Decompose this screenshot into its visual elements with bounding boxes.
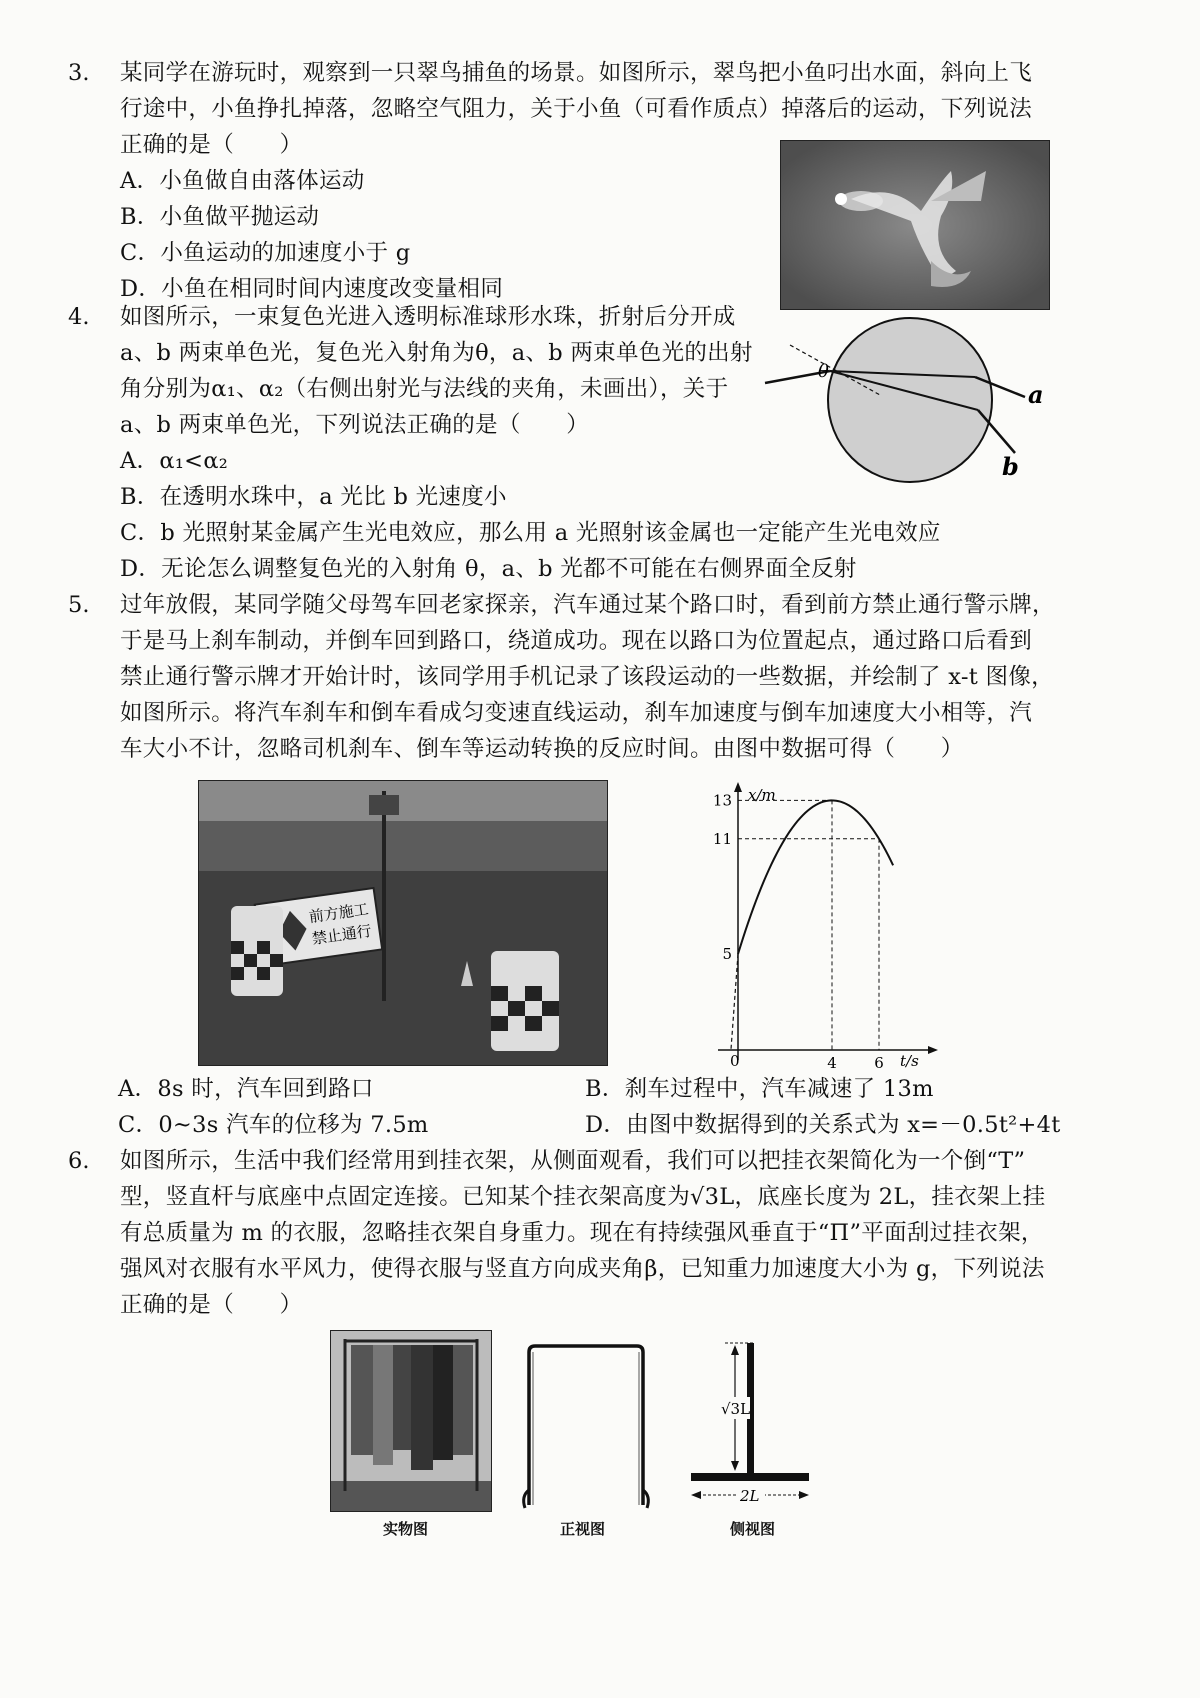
- kingfisher-photo: [780, 140, 1050, 310]
- q4-option-d: D．无论怎么调整复色光的入射角 θ，a、b 光都不可能在右侧界面全反射: [120, 556, 857, 582]
- caption-photo: 实物图: [383, 1520, 429, 1538]
- q3-option-a: A．小鱼做自由落体运动: [120, 168, 365, 194]
- q4-stem-line3: 角分别为α₁、α₂（右侧出射光与法线的夹角，未画出），关于: [120, 376, 729, 402]
- droplet-circle: [828, 318, 992, 482]
- water-droplet-diagram: [760, 315, 1060, 485]
- q5-option-d: D．由图中数据得到的关系式为 x=－0.5t²+4t: [585, 1112, 1061, 1138]
- caption-side-view: 侧视图: [730, 1520, 776, 1538]
- q3-stem-line1: 某同学在游玩时，观察到一只翠鸟捕鱼的场景。如图所示，翠鸟把小鱼叼出水面，斜向上飞: [120, 60, 1033, 86]
- q6-number: 6.: [68, 1148, 90, 1174]
- ray-b-label: b: [1002, 452, 1019, 481]
- y-axis-label: x/m: [748, 786, 776, 804]
- q5-stem-line3: 禁止通行警示牌才开始计时，该同学用手机记录了该段运动的一些数据，并绘制了 x-t 图像，: [120, 664, 1054, 690]
- q6-stem-line4: 强风对衣服有水平风力，使得衣服与竖直方向成夹角β，已知重力加速度大小为 g，下列说法: [120, 1256, 1045, 1282]
- q6-stem-line1: 如图所示，生活中我们经常用到挂衣架，从侧面观看，我们可以把挂衣架简化为一个倒“T”: [120, 1148, 1026, 1174]
- theta-label: θ: [818, 361, 829, 382]
- q3-option-d: D．小鱼在相同时间内速度改变量相同: [120, 276, 504, 302]
- q5-option-b: B．刹车过程中，汽车减速了 13m: [585, 1076, 934, 1102]
- q4-option-c: C．b 光照射某金属产生光电效应，那么用 a 光照射该金属也一定能产生光电效应: [120, 520, 941, 546]
- q4-stem-line4: a、b 两束单色光，下列说法正确的是（ ）: [120, 412, 590, 438]
- xt-graph: [700, 780, 940, 1080]
- q4-stem-line2: a、b 两束单色光，复色光入射角为θ，a、b 两束单色光的出射: [120, 340, 753, 366]
- q5-option-a: A．8s 时，汽车回到路口: [118, 1076, 374, 1102]
- sign-line1: 前方施工: [307, 899, 370, 927]
- y-tick-label-13: 13: [712, 791, 732, 810]
- x-tick-label-4: 4: [827, 1054, 837, 1072]
- height-label: √3L: [721, 1400, 751, 1418]
- q6-stem-line5: 正确的是（ ）: [120, 1292, 303, 1318]
- y-tick-label-11: 11: [712, 829, 732, 848]
- q5-option-c: C．0~3s 汽车的位移为 7.5m: [118, 1112, 429, 1138]
- front-view-diagram: [515, 1340, 655, 1510]
- xt-curve: [738, 800, 893, 954]
- q3-stem-line2: 行途中，小鱼挣扎掉落，忽略空气阻力，关于小鱼（可看作质点）掉落后的运动，下列说法: [120, 96, 1033, 122]
- q3-option-b: B．小鱼做平抛运动: [120, 204, 320, 230]
- q3-stem-line3: 正确的是（ ）: [120, 132, 303, 158]
- x-axis-label: t/s: [900, 1052, 919, 1070]
- ray-a-label: a: [1028, 380, 1044, 409]
- q3-number: 3.: [68, 60, 90, 86]
- base-label: 2L: [740, 1487, 760, 1505]
- origin-label: 0: [730, 1052, 740, 1070]
- dashed-extension: [731, 954, 738, 1050]
- q5-stem-line1: 过年放假，某同学随父母驾车回老家探亲，汽车通过某个路口时，看到前方禁止通行警示牌，: [120, 592, 1055, 618]
- q5-stem-line2: 于是马上刹车制动，并倒车回到路口，绕道成功。现在以路口为位置起点，通过路口后看到: [120, 628, 1033, 654]
- x-tick-label-6: 6: [874, 1054, 884, 1072]
- q4-option-a: A．α₁<α₂: [120, 448, 229, 474]
- q5-stem-line5: 车大小不计，忽略司机刹车、倒车等运动转换的反应时间。由图中数据可得（ ）: [120, 736, 964, 762]
- q5-stem-line4: 如图所示。将汽车刹车和倒车看成匀变速直线运动，刹车加速度与倒车加速度大小相等，汽: [120, 700, 1033, 726]
- q3-option-c: C．小鱼运动的加速度小于 g: [120, 240, 411, 266]
- q4-option-b: B．在透明水珠中，a 光比 b 光速度小: [120, 484, 507, 510]
- x-axis-arrow: [928, 1046, 938, 1054]
- side-view-diagram: [685, 1335, 815, 1510]
- right-barrel: [491, 951, 559, 1051]
- q5-number: 5.: [68, 592, 90, 618]
- caption-front-view: 正视图: [560, 1520, 606, 1538]
- y-axis-arrow: [734, 782, 742, 792]
- q6-stem-line2: 型，竖直杆与底座中点固定连接。已知某个挂衣架高度为√3L，底座长度为 2L，挂衣架上挂: [120, 1184, 1046, 1210]
- q6-stem-line3: 有总质量为 m 的衣服，忽略挂衣架自身重力。现在有持续强风垂直于“Π”平面刮过挂衣架，: [120, 1220, 1044, 1246]
- road-sign-photo: [198, 780, 608, 1066]
- q4-number: 4.: [68, 304, 90, 330]
- sign-line2: 禁止通行: [310, 921, 373, 948]
- q4-stem-line1: 如图所示，一束复色光进入透明标准球形水珠，折射后分开成: [120, 304, 736, 330]
- left-barrel: [231, 906, 283, 996]
- y-tick-label-5: 5: [722, 945, 732, 963]
- clothes-rack-photo: [330, 1330, 492, 1512]
